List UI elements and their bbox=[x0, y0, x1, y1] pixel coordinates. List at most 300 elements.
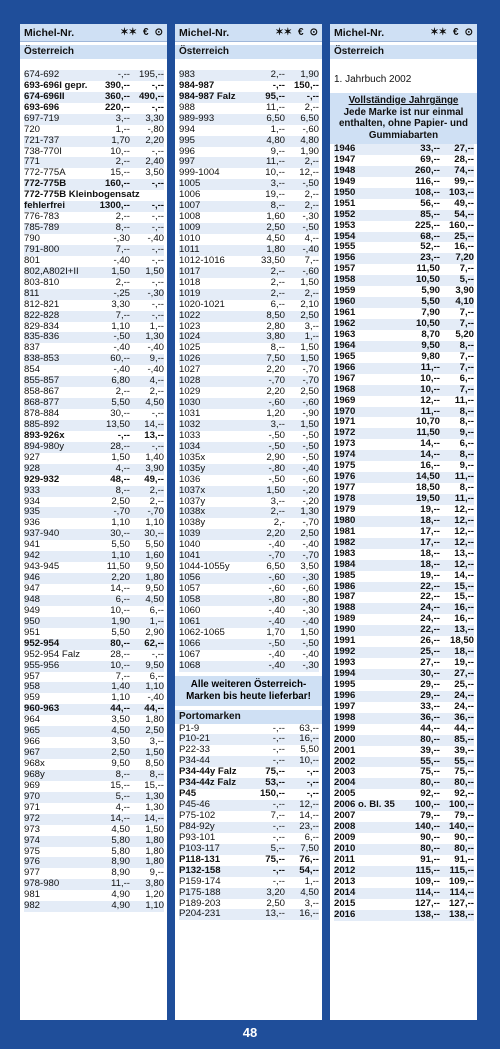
price-mint: 2,50 bbox=[266, 222, 285, 234]
catalog-number: P45-46 bbox=[179, 799, 210, 811]
catalog-number: 1006 bbox=[179, 189, 201, 201]
catalog-number: 958 bbox=[24, 681, 41, 693]
price-used: -,40 bbox=[302, 615, 319, 627]
price-mint: 19,-- bbox=[420, 503, 440, 515]
catalog-number: 835-836 bbox=[24, 331, 60, 343]
table-row bbox=[334, 242, 474, 253]
price-used: 2,-- bbox=[304, 287, 319, 299]
price-mint: 3,-- bbox=[270, 418, 285, 430]
catalog-number: 854 bbox=[24, 364, 41, 376]
price-used: 91,-- bbox=[454, 853, 474, 865]
price-mint: 11,-- bbox=[420, 361, 440, 373]
table-row bbox=[179, 909, 319, 920]
price-used: -,-- bbox=[151, 101, 164, 113]
price-mint: 1,70 bbox=[111, 134, 130, 146]
catalog-number: 1044-1055y bbox=[179, 561, 230, 573]
catalog-number: 721-737 bbox=[24, 134, 60, 146]
availability-note: Alle weiteren Österreich-Marken bis heute lieferbar! bbox=[175, 676, 322, 706]
price-mint: -,-- bbox=[272, 733, 285, 745]
table-row bbox=[179, 168, 319, 179]
catalog-number: 984-987 bbox=[179, 79, 215, 91]
price-mint: 26,-- bbox=[420, 635, 440, 647]
catalog-number: 929-932 bbox=[24, 473, 60, 485]
catalog-number: 785-789 bbox=[24, 222, 60, 234]
price-used: 16,-- bbox=[454, 602, 474, 614]
catalog-number: 1007 bbox=[179, 200, 201, 212]
price-mint: 4,90 bbox=[111, 889, 130, 901]
catalog-number: 1019 bbox=[179, 287, 201, 299]
catalog-number: 1978 bbox=[334, 493, 356, 504]
catalog-number: 1023 bbox=[179, 320, 201, 332]
catalog-number: 1982 bbox=[334, 536, 356, 548]
catalog-number: 1988 bbox=[334, 602, 356, 614]
price-used: 1,20 bbox=[145, 889, 164, 901]
price-used: 49,-- bbox=[454, 197, 474, 209]
price-used: -,60 bbox=[302, 473, 319, 485]
catalog-number: 1066 bbox=[179, 637, 201, 649]
table-row bbox=[334, 691, 474, 702]
price-mint: 7,90 bbox=[421, 307, 440, 319]
column-header bbox=[175, 24, 322, 42]
table-row bbox=[24, 879, 164, 890]
price-used: 3,-- bbox=[304, 897, 319, 909]
table-row bbox=[334, 735, 474, 746]
price-used: -,20 bbox=[302, 484, 319, 496]
price-used: 9,-- bbox=[149, 867, 164, 879]
price-used: -,70 bbox=[302, 364, 319, 376]
table-row bbox=[24, 836, 164, 847]
table-row bbox=[334, 680, 474, 691]
price-mint bbox=[140, 190, 152, 201]
catalog-number: 937-940 bbox=[24, 528, 60, 540]
table-row bbox=[334, 800, 474, 811]
price-mint: 11,50 bbox=[106, 561, 130, 573]
price-used: -,40 bbox=[302, 462, 319, 474]
price-used: 23,-- bbox=[299, 820, 319, 832]
price-mint: -,50 bbox=[113, 331, 130, 343]
catalog-number: 988 bbox=[179, 101, 196, 113]
column-3 bbox=[330, 24, 477, 1020]
table-row bbox=[334, 199, 474, 210]
table-row bbox=[24, 584, 164, 595]
price-mint: 1,50 bbox=[111, 265, 130, 277]
catalog-number: 2006 o. Bl. 35 bbox=[334, 799, 395, 811]
catalog-number: 1056 bbox=[179, 572, 201, 584]
price-used: 8,-- bbox=[459, 405, 474, 417]
catalog-number: 946 bbox=[24, 572, 41, 584]
table-row bbox=[334, 560, 474, 571]
catalog-number: 975 bbox=[24, 845, 41, 857]
table-row bbox=[24, 672, 164, 683]
price-mint: 11,-- bbox=[420, 405, 440, 417]
price-used: 1,10 bbox=[145, 681, 164, 693]
price-used: -,-- bbox=[151, 211, 164, 223]
price-used: 4,50 bbox=[145, 397, 164, 409]
table-row bbox=[24, 803, 164, 814]
price-used: 63,-- bbox=[299, 722, 319, 734]
catalog-number: 894-980y bbox=[24, 440, 65, 452]
price-used: 7,-- bbox=[304, 254, 319, 266]
table-row bbox=[334, 308, 474, 319]
price-used: 1,-- bbox=[304, 875, 319, 887]
price-used: 100,-- bbox=[448, 799, 474, 811]
price-used: 1,50 bbox=[300, 342, 319, 354]
catalog-number: P34-44 bbox=[179, 755, 210, 767]
price-mint: 17,-- bbox=[420, 525, 440, 537]
catalog-number: 697-719 bbox=[24, 112, 60, 124]
table-row bbox=[334, 221, 474, 232]
table-row bbox=[179, 420, 319, 431]
price-mint: 18,-- bbox=[420, 558, 440, 570]
price-used: 3,-- bbox=[149, 736, 164, 748]
price-mint: 11,-- bbox=[110, 878, 130, 890]
price-mint: 56,-- bbox=[420, 197, 440, 209]
price-used: -,-- bbox=[151, 309, 164, 321]
price-mint: 2,-- bbox=[115, 276, 130, 288]
catalog-number: 1993 bbox=[334, 657, 356, 669]
price-mint: 14,-- bbox=[420, 449, 440, 461]
catalog-number: 964 bbox=[24, 714, 41, 726]
catalog-number: 973 bbox=[24, 823, 41, 835]
price-used: 14,-- bbox=[144, 418, 164, 430]
price-mint: 14,-- bbox=[110, 812, 130, 824]
price-used: 15,-- bbox=[454, 591, 474, 603]
table-row bbox=[179, 387, 319, 398]
section-title: Österreich bbox=[175, 45, 322, 59]
catalog-number: P34-44z Falz bbox=[179, 777, 237, 789]
price-used: 1,10 bbox=[145, 517, 164, 529]
catalog-number: 1950 bbox=[334, 186, 356, 198]
mint-symbol-icon: ✶✶ bbox=[120, 27, 138, 38]
price-mint: 3,-- bbox=[270, 178, 285, 190]
catalog-number: 1972 bbox=[334, 427, 356, 439]
price-used: 2,40 bbox=[145, 156, 164, 168]
price-mint: -,-- bbox=[272, 864, 285, 876]
price-mint: 10,50 bbox=[415, 274, 440, 286]
table-row bbox=[334, 352, 474, 363]
table-row bbox=[24, 901, 164, 912]
price-mint: 13,-- bbox=[265, 908, 285, 920]
table-row bbox=[179, 311, 319, 322]
catalog-number: 1975 bbox=[334, 460, 356, 472]
catalog-number: 858-867 bbox=[24, 386, 60, 398]
price-mint: 5,80 bbox=[111, 845, 130, 857]
price-used: -,40 bbox=[147, 364, 164, 376]
table-row bbox=[334, 494, 474, 505]
price-used: 1,80 bbox=[145, 714, 164, 726]
column-header bbox=[330, 24, 477, 42]
price-used: 16,-- bbox=[299, 733, 319, 745]
table-row bbox=[179, 595, 319, 606]
catalog-number: 772-775A bbox=[24, 167, 66, 179]
price-used: 9,50 bbox=[145, 659, 164, 671]
price-used: 1,50 bbox=[300, 418, 319, 430]
price-used: 13,-- bbox=[454, 624, 474, 636]
catalog-number: 968x bbox=[24, 758, 45, 769]
table-row bbox=[179, 256, 319, 267]
price-used: -,-- bbox=[151, 276, 164, 288]
table-row bbox=[24, 781, 164, 792]
price-used: -,-- bbox=[151, 178, 164, 190]
table-row bbox=[179, 147, 319, 158]
price-used: 1,90 bbox=[300, 145, 319, 157]
catalog-number: 1995 bbox=[334, 678, 356, 690]
price-used: 75,-- bbox=[454, 766, 474, 778]
price-mint: 100,-- bbox=[414, 799, 440, 811]
price-mint: -,-- bbox=[272, 722, 285, 734]
price-used: 6,-- bbox=[459, 438, 474, 450]
price-mint: -,-- bbox=[272, 820, 285, 832]
price-used: 127,-- bbox=[448, 897, 474, 909]
table-row bbox=[334, 592, 474, 603]
price-mint: 1,10 bbox=[111, 692, 130, 704]
table-row bbox=[179, 179, 319, 190]
price-used: 114,-- bbox=[449, 886, 474, 898]
price-mint: 8,-- bbox=[115, 222, 130, 234]
price-mint: -,-- bbox=[272, 875, 285, 887]
price-mint: -,70 bbox=[268, 550, 285, 562]
price-used: -,-- bbox=[306, 90, 319, 102]
table-row bbox=[179, 332, 319, 343]
price-mint: 140,-- bbox=[414, 821, 440, 833]
catalog-number: 1062-1065 bbox=[179, 626, 225, 638]
table-row bbox=[334, 571, 474, 582]
table-row bbox=[179, 278, 319, 289]
price-mint: 18,-- bbox=[420, 514, 440, 526]
price-used: -,30 bbox=[302, 211, 319, 223]
price-mint: 85,-- bbox=[420, 208, 440, 220]
table-row bbox=[179, 529, 319, 540]
price-used: 3,50 bbox=[145, 167, 164, 179]
price-used: 1,50 bbox=[300, 626, 319, 638]
price-used: -,-- bbox=[151, 408, 164, 419]
catalog-number: 801 bbox=[24, 254, 41, 266]
price-used: 12,-- bbox=[454, 525, 474, 537]
price-mint: 8,50 bbox=[266, 309, 285, 321]
price-mint: 10,50 bbox=[415, 318, 440, 329]
catalog-number: 981 bbox=[24, 889, 41, 901]
price-mint: 1,20 bbox=[266, 408, 285, 419]
price-used: 1,50 bbox=[145, 823, 164, 835]
price-mint: 30,-- bbox=[420, 668, 440, 679]
price-used: 2,50 bbox=[300, 386, 319, 398]
price-used: 19,-- bbox=[454, 657, 474, 669]
table-row bbox=[179, 562, 319, 573]
catalog-number: 1036 bbox=[179, 473, 201, 485]
price-used: -,40 bbox=[302, 539, 319, 551]
table-row bbox=[334, 527, 474, 538]
catalog-number: 1011 bbox=[179, 243, 200, 255]
price-used: 25,-- bbox=[454, 230, 474, 242]
price-mint: 3,50 bbox=[111, 736, 130, 748]
price-used: 4,80 bbox=[300, 134, 319, 146]
catalog-number: 790 bbox=[24, 233, 41, 244]
price-used: 1,-- bbox=[149, 320, 164, 332]
catalog-number: 1973 bbox=[334, 438, 356, 450]
catalog-number: 1035x bbox=[179, 451, 206, 463]
price-mint: 48,-- bbox=[110, 473, 130, 485]
section-title-portomarken: Portomarken bbox=[175, 710, 322, 724]
catalog-number: 868-877 bbox=[24, 397, 60, 409]
catalog-number: 1012-1016 bbox=[179, 254, 225, 266]
catalog-number: 1996 bbox=[334, 689, 356, 701]
catalog-number: 984-987 Falz bbox=[179, 90, 236, 102]
table-row bbox=[334, 910, 474, 921]
table-row bbox=[24, 300, 164, 311]
price-used: 1,30 bbox=[145, 790, 164, 802]
section-title: Österreich bbox=[330, 45, 477, 59]
catalog-number: 969 bbox=[24, 779, 41, 791]
table-row bbox=[334, 396, 474, 407]
catalog-number: 2011 bbox=[334, 853, 355, 865]
price-mint: 9,80 bbox=[421, 350, 440, 362]
catalog-number: 959 bbox=[24, 692, 41, 704]
price-mint: 1,10 bbox=[111, 320, 130, 332]
price-mint: 150,-- bbox=[259, 788, 285, 800]
euro-symbol-icon: € bbox=[298, 27, 304, 38]
price-used: 1,90 bbox=[300, 68, 319, 80]
price-used: 2,-- bbox=[149, 495, 164, 507]
table-row bbox=[24, 507, 164, 518]
table-row bbox=[334, 374, 474, 385]
price-mint: -,-- bbox=[272, 799, 285, 811]
price-used: 2,50 bbox=[300, 309, 319, 321]
price-mint: 6,-- bbox=[115, 593, 130, 605]
price-used: 90,-- bbox=[454, 832, 474, 844]
catalog-number: 1010 bbox=[179, 233, 201, 244]
price-mint: -,60 bbox=[268, 583, 285, 594]
table-row bbox=[179, 639, 319, 650]
column-2 bbox=[175, 24, 322, 1020]
price-used: -,50 bbox=[302, 440, 319, 452]
table-row bbox=[179, 778, 319, 789]
catalog-number: 1039 bbox=[179, 528, 201, 540]
price-used: -,-- bbox=[306, 788, 319, 800]
table-row bbox=[24, 354, 164, 365]
price-mint: 4,50 bbox=[111, 725, 130, 737]
price-used: -,-- bbox=[306, 777, 319, 789]
price-used: 140,-- bbox=[448, 821, 474, 833]
catalog-number: 966 bbox=[24, 736, 41, 748]
table-row bbox=[334, 778, 474, 789]
table-row bbox=[179, 365, 319, 376]
catalog-number: 1027 bbox=[179, 364, 201, 376]
price-used: -,40 bbox=[302, 243, 319, 255]
price-used: 55,-- bbox=[454, 755, 474, 767]
price-mint: 2,50 bbox=[266, 897, 285, 909]
catalog-number: 2016 bbox=[334, 908, 356, 920]
price-mint: 4,-- bbox=[115, 462, 130, 474]
catalog-number: 978-980 bbox=[24, 878, 60, 890]
table-row bbox=[334, 822, 474, 833]
price-mint: 220,-- bbox=[104, 101, 130, 113]
catalog-number: 837 bbox=[24, 342, 41, 354]
jahrgang-block bbox=[330, 93, 477, 144]
price-mint: 114,-- bbox=[415, 886, 440, 898]
price-used: 115,-- bbox=[449, 864, 474, 876]
price-mint: 2,50 bbox=[111, 495, 130, 507]
price-used: 150,-- bbox=[293, 79, 319, 91]
table-row bbox=[179, 475, 319, 486]
table-row bbox=[24, 759, 164, 770]
catalog-number: P10-21 bbox=[179, 733, 210, 745]
catalog-number: 1969 bbox=[334, 394, 356, 406]
table-row bbox=[179, 573, 319, 584]
price-used: 5,50 bbox=[300, 744, 319, 756]
price-mint: -,-- bbox=[272, 831, 285, 843]
table-row bbox=[24, 289, 164, 300]
table-row bbox=[179, 464, 319, 475]
price-used: 74,-- bbox=[454, 164, 474, 176]
price-used: -,50 bbox=[302, 222, 319, 234]
table-row bbox=[24, 847, 164, 858]
price-mint: 9,-- bbox=[270, 145, 285, 157]
price-mint: 75,-- bbox=[265, 853, 285, 865]
table-row bbox=[179, 300, 319, 311]
table-row bbox=[334, 166, 474, 177]
catalog-number: 1947 bbox=[334, 153, 356, 165]
header-label: Michel-Nr. bbox=[179, 26, 230, 39]
table-row bbox=[179, 190, 319, 201]
price-used: -,50 bbox=[302, 451, 319, 463]
table-row bbox=[24, 857, 164, 868]
used-symbol-icon: ⊙ bbox=[309, 27, 318, 38]
price-mint: 1,60 bbox=[266, 211, 285, 223]
catalog-number: 1960 bbox=[334, 296, 356, 308]
price-used: -,-- bbox=[151, 200, 164, 212]
catalog-number: 693-696I gepr. bbox=[24, 79, 88, 91]
catalog-number: 1956 bbox=[334, 252, 356, 264]
price-mint: 8,90 bbox=[111, 867, 130, 879]
table-row bbox=[179, 877, 319, 888]
catalog-number: 1990 bbox=[334, 624, 356, 636]
price-used: 160,-- bbox=[448, 219, 474, 231]
catalog-number: 941 bbox=[24, 539, 41, 551]
price-used: 2,20 bbox=[145, 134, 164, 146]
price-mint: 10,-- bbox=[420, 372, 440, 384]
table-row bbox=[179, 114, 319, 125]
catalog-number: 1998 bbox=[334, 711, 356, 723]
price-used: -,30 bbox=[302, 659, 319, 671]
price-used: 13,-- bbox=[144, 429, 164, 441]
price-used: 195,-- bbox=[138, 68, 164, 80]
price-mint: 2,-- bbox=[270, 287, 285, 299]
price-used: 12,-- bbox=[299, 167, 319, 179]
catalog-number: 1060 bbox=[179, 604, 201, 616]
catalog-number: 1963 bbox=[334, 328, 356, 340]
price-used: 2,10 bbox=[300, 298, 319, 310]
table-row bbox=[179, 866, 319, 877]
table-row bbox=[24, 562, 164, 573]
price-mint: 2,90 bbox=[266, 451, 285, 463]
table-row bbox=[179, 136, 319, 147]
catalog-number: 1029 bbox=[179, 386, 201, 398]
price-used: 8,-- bbox=[149, 768, 164, 780]
table-row bbox=[334, 603, 474, 614]
table-row bbox=[179, 354, 319, 365]
catalog-number: 1986 bbox=[334, 580, 356, 592]
price-mint: 2,-- bbox=[115, 211, 130, 223]
catalog-number: 936 bbox=[24, 517, 41, 529]
price-mint: -,30 bbox=[113, 233, 130, 244]
price-used: 490,-- bbox=[138, 90, 164, 102]
price-mint: 360,-- bbox=[104, 90, 130, 102]
price-mint: 33,-- bbox=[420, 143, 440, 154]
price-used: 1,30 bbox=[145, 801, 164, 813]
table-row bbox=[334, 330, 474, 341]
table-row bbox=[24, 223, 164, 234]
price-used: 3,90 bbox=[455, 285, 474, 297]
